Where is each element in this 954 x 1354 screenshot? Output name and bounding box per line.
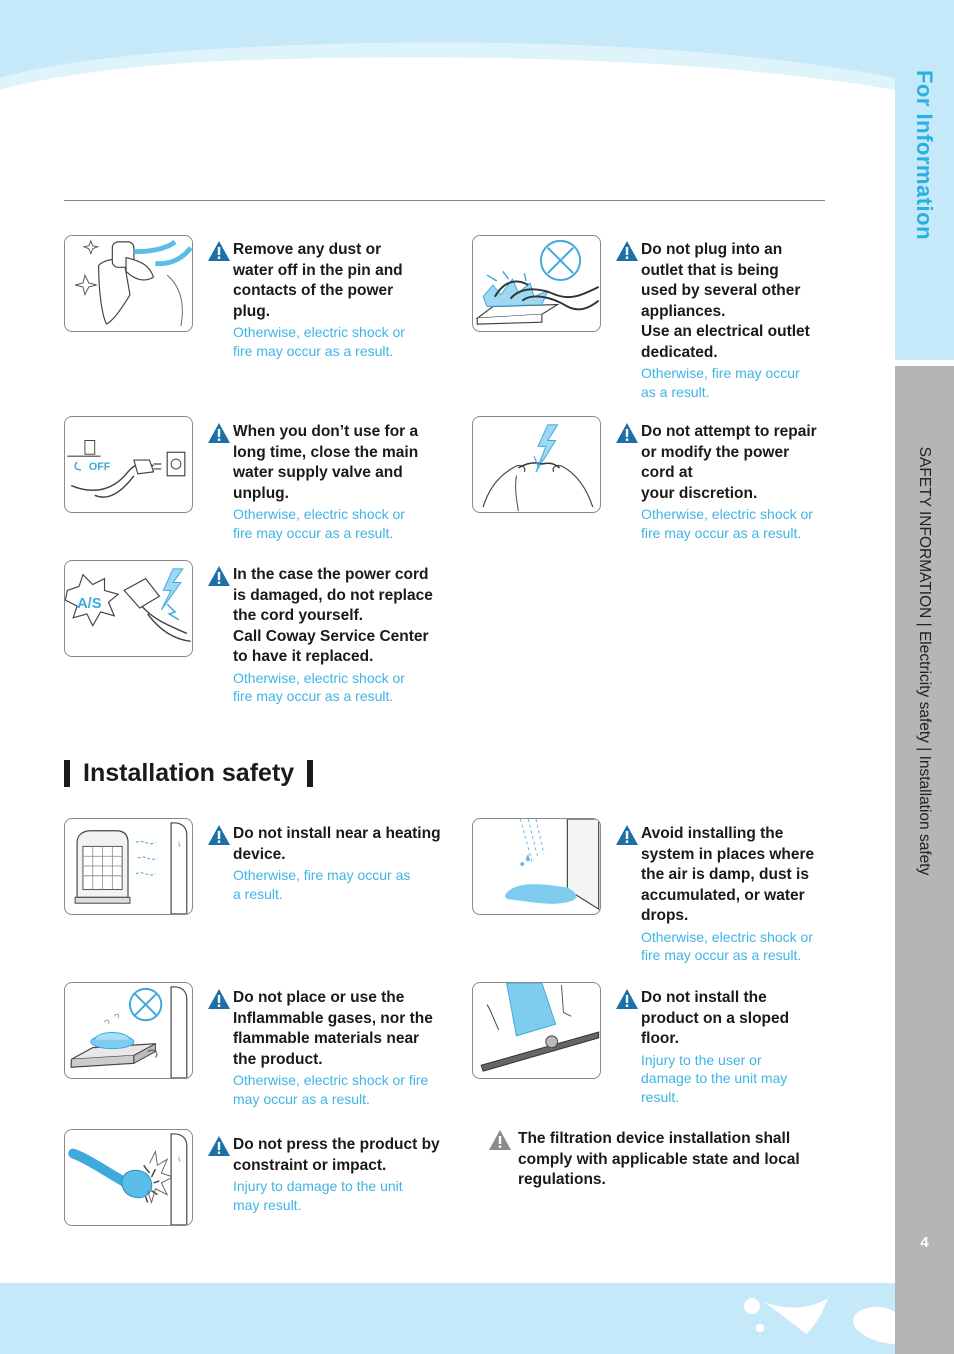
warning-note: Otherwise, electric shock or fire may occur as a result. bbox=[233, 324, 405, 359]
warning-title: Avoid installing the system in places where the air is damp, dust is accumulated, or water drops. bbox=[641, 825, 815, 924]
sloped-floor-illustration bbox=[472, 982, 601, 1079]
warning-note: Otherwise, electric shock or fire may occur as a result. bbox=[233, 506, 405, 541]
sidebar-section-label: SAFETY INFORMATION | Electricity safety | Installation safety bbox=[916, 446, 933, 876]
overloaded-power-strip-illustration bbox=[472, 235, 601, 332]
regulation-note-text: The filtration device installation shall comply with applicable state and local regulations. bbox=[518, 1130, 800, 1188]
warning-icon bbox=[207, 1135, 231, 1157]
warning-note: Otherwise, electric shock or fire may occur as a result. bbox=[233, 1072, 429, 1107]
warning-icon bbox=[207, 565, 231, 587]
warning-note: Otherwise, fire may occur as a result. bbox=[233, 867, 411, 902]
warning-icon bbox=[207, 422, 231, 444]
warning-icon bbox=[615, 240, 639, 262]
warning-note: Otherwise, electric shock or fire may occur as a result. bbox=[641, 928, 813, 963]
heading-bar-right bbox=[307, 760, 313, 787]
warning-note: Injury to the user or damage to the unit may result. bbox=[641, 1051, 788, 1105]
page-number: 4 bbox=[920, 1234, 929, 1251]
warning-icon bbox=[615, 988, 639, 1010]
warning-title: Remove any dust or water off in the pin and contacts of the power plug. bbox=[233, 241, 403, 320]
warning-note: Otherwise, fire may occur as a result. bbox=[641, 365, 800, 400]
warning-title: Do not attempt to repair or modify the power cord at your discretion. bbox=[641, 423, 817, 502]
damp-place-illustration bbox=[472, 818, 601, 915]
warning-icon bbox=[615, 422, 639, 444]
warning-icon bbox=[207, 240, 231, 262]
repair-cord-illustration bbox=[472, 416, 601, 513]
water-drop-decoration bbox=[730, 1288, 895, 1348]
top-divider bbox=[64, 200, 825, 201]
warning-title: Do not install the product on a sloped floor. bbox=[641, 989, 790, 1047]
top-wave-decoration bbox=[0, 0, 895, 110]
warning-title: Do not plug into an outlet that is being used by several other appliances. Use an electrical outlet dedicated. bbox=[641, 241, 810, 361]
warning-note: Injury to damage to the unit may result. bbox=[233, 1178, 403, 1213]
warning-icon bbox=[207, 988, 231, 1010]
warning-note: Otherwise, electric shock or fire may occur as a result. bbox=[233, 669, 405, 704]
water-valve-off-unplug-illustration bbox=[64, 416, 193, 513]
installation-safety-title: Installation safety bbox=[83, 758, 295, 787]
caution-icon bbox=[488, 1129, 512, 1151]
flammable-gas-stove-illustration bbox=[64, 982, 193, 1079]
installation-safety-heading bbox=[64, 759, 313, 787]
cleaning-plug-illustration bbox=[64, 235, 193, 332]
warning-icon bbox=[207, 824, 231, 846]
warning-title: Do not press the product by constraint or impact. bbox=[233, 1136, 440, 1174]
heading-bar-left bbox=[64, 760, 70, 787]
warning-note: Otherwise, electric shock or fire may occur as a result. bbox=[641, 506, 813, 541]
damaged-cord-service-illustration bbox=[64, 560, 193, 657]
sidebar-section bbox=[895, 366, 954, 966]
warning-title: Do not install near a heating device. bbox=[233, 825, 441, 863]
impact-illustration bbox=[64, 1129, 193, 1226]
heater-illustration bbox=[64, 818, 193, 915]
warning-icon bbox=[615, 824, 639, 846]
sidebar-category bbox=[895, 0, 954, 360]
warning-title: Do not place or use the Inflammable gases, nor the flammable materials near the product. bbox=[233, 989, 433, 1068]
sidebar-category-label: For Information bbox=[912, 69, 937, 241]
valve-off-label: OFF bbox=[88, 460, 111, 473]
warning-title: When you don’t use for a long time, close the main water supply valve and unplug. bbox=[233, 423, 419, 502]
warning-title: In the case the power cord is damaged, do not replace the cord yourself. Call Coway Service Center to have it replaced. bbox=[233, 566, 433, 665]
service-as-label: A/S bbox=[77, 596, 102, 613]
